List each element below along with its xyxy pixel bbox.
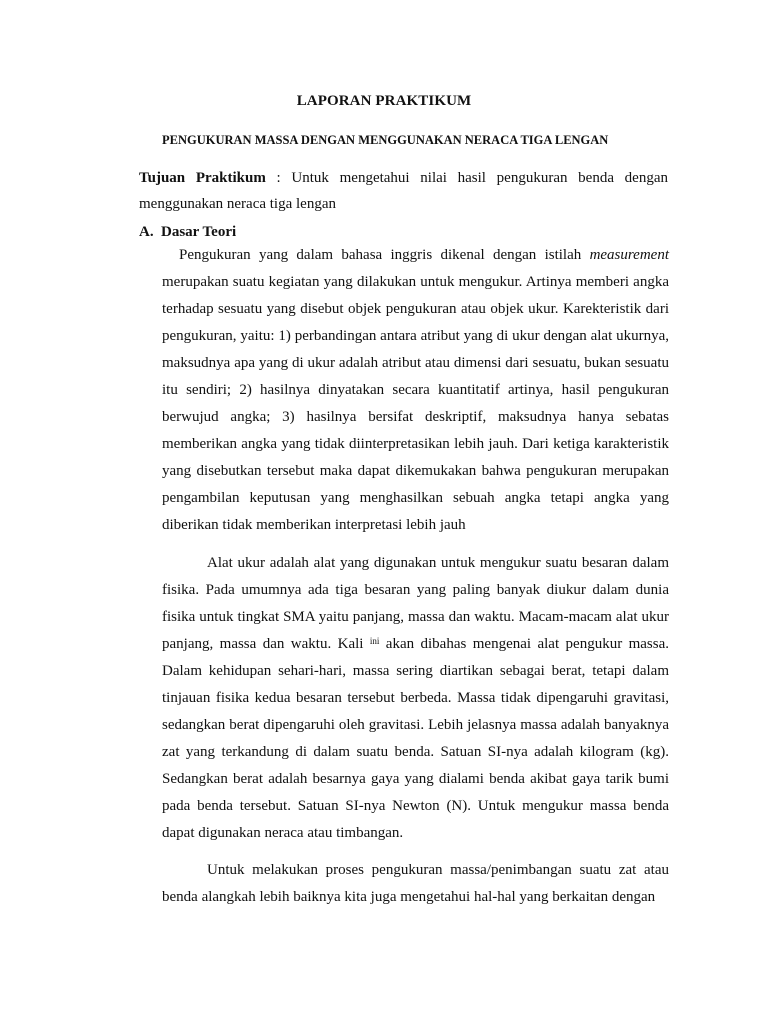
paragraph-2-intro: Alat ukur adalah alat yang digunakan untuk mengukur suatu besaran dalam fisika. Pada umumnya ada tiga besaran yang paling banyak diukur dalam dunia fisika untuk tingkat SMA yaitu panjang, massa dan waktu. Macam-macam alat ukur panjang, massa dan waktu. Kali xyxy=(162,555,669,652)
paragraph-1-body: merupakan suatu kegiatan yang dilakukan untuk mengukur. Artinya memberi angka terhadap sesuatu yang disebut objek pengukuran atau objek ukur. Karekteristik dari pengukuran, yaitu: 1) perbandingan antara atribut yang di ukur dengan alat ukurnya, maksudnya apa yang di ukur adalah atribut atau dimensi dari sesuatu, bukan sesuatu itu sendiri; 2) hasilnya dinyatakan secara kuantitatif artinya, hasil pengukuran berwujud angka; 3) hasilnya bersifat deskriptif, maksudnya hanya sebatas memberikan angka yang tidak diinterpretasikan lebih jauh. Dari ketiga karakteristik yang disebutkan tersebut maka dapat dikemukakan bahwa pengukuran merupakan pengambilan keputusan yang menghasilkan sebuah angka tetapi angka yang diberikan tidak memberikan interpretasi lebih jauh xyxy=(162,274,669,533)
paragraph-1 xyxy=(162,242,669,539)
purpose-separator: : xyxy=(265,170,292,186)
section-title: Dasar Teori xyxy=(161,224,237,240)
report-subtitle: PENGUKURAN MASSA DENGAN MENGGUNAKAN NERACA TIGA LENGAN xyxy=(162,133,609,147)
paragraph-1-intro: Pengukuran yang dalam bahasa inggris dikenal dengan istilah xyxy=(179,247,590,263)
purpose-label: Tujuan Praktikum xyxy=(139,170,266,186)
paragraph-3: Untuk melakukan proses pengukuran massa/penimbangan suatu zat atau benda alangkah lebih baiknya kita juga mengetahui hal-hal yang berkaitan dengan xyxy=(162,862,669,905)
paragraph-1-emphasis: measurement xyxy=(589,247,669,263)
purpose-statement xyxy=(139,165,668,217)
section-number: A. xyxy=(139,224,154,240)
paragraph-2-body: akan dibahas mengenai alat pengukur massa. Dalam kehidupan sehari-hari, massa sering diartikan sebagai berat, tetapi dalam tinjauan fisika kedua besaran tersebut berbeda. Massa tidak dipengaruhi gravitasi, sedangkan berat dipengaruhi oleh gravitasi. Lebih jelasnya massa adalah banyaknya zat yang terkandung di dalam suatu benda. Satuan SI-nya adalah kilogram (kg). Sedangkan berat adalah besarnya gaya yang dialami benda akibat gaya tarik bumi pada benda tersebut. Satuan SI-nya Newton (N). Untuk mengukur massa benda dapat digunakan neraca atau timbangan. xyxy=(162,636,670,841)
report-title: LAPORAN PRAKTIKUM xyxy=(296,93,472,109)
paragraph-2 xyxy=(162,550,669,847)
purpose-text: Untuk mengetahui nilai hasil pengukuran benda dengan menggunakan neraca tiga lengan xyxy=(139,170,668,212)
paragraph-2-superscript: ini xyxy=(369,636,380,646)
